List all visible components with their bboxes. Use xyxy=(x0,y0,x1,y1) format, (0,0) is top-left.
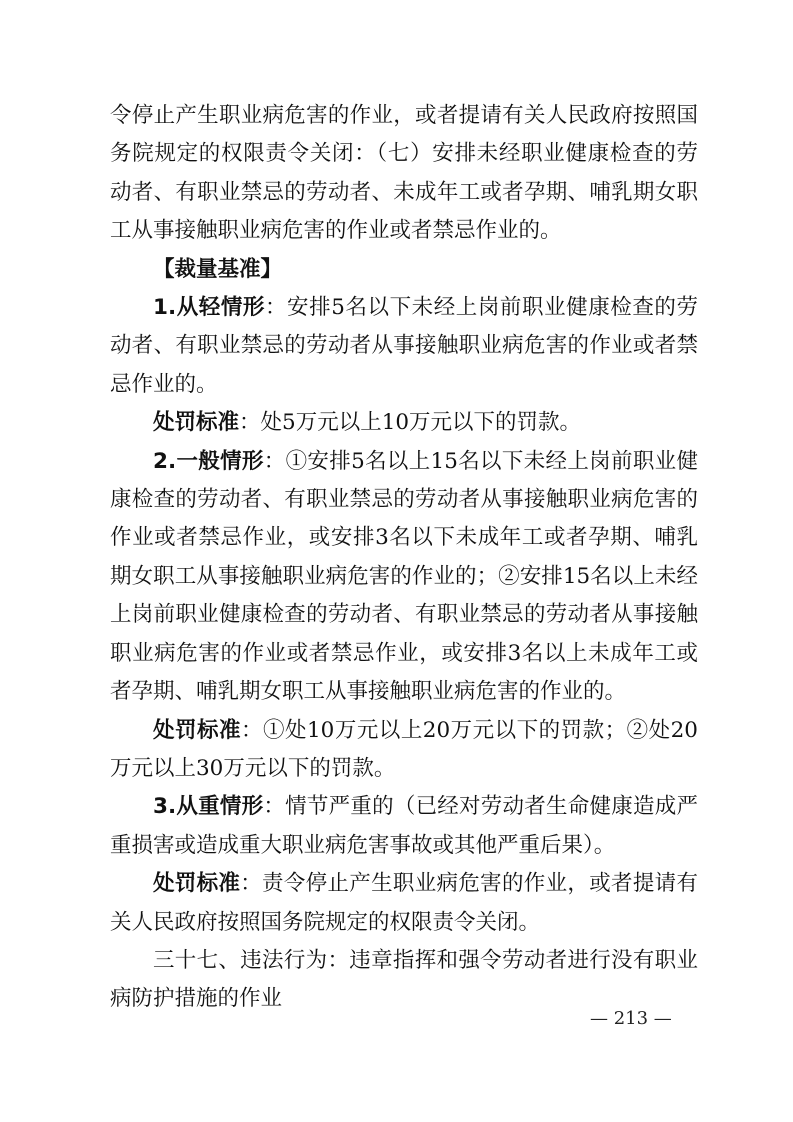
paragraph-general xyxy=(110,443,698,712)
paragraph-lenient xyxy=(110,289,698,404)
general-text: ：①安排5名以上15名以下未经上岗前职业健康检查的劳动者、有职业禁忌的劳动者从事接触职业病危害的作业或者禁忌作业，或安排3名以下未成年工或者孕期、哺乳期女职工从事接触职业病危害的作业的；②安排15名以上未经上岗前职业健康检查的劳动者、有职业禁忌的劳动者从事接触职业病危害的作业或者禁忌作业，或安排3名以上未成年工或者孕期、哺乳期女职工从事接触职业病危害的作业的。 xyxy=(110,448,698,705)
next-item-title: 三十七、违法行为：违章指挥和强令劳动者进行没有职业病防护措施的作业 xyxy=(110,947,698,1012)
paragraph-severe xyxy=(110,788,698,865)
lenient-label: 1.从轻情形 xyxy=(153,295,265,321)
severe-label: 3.从重情形 xyxy=(153,794,264,820)
general-penalty-label: 处罚标准 xyxy=(153,717,241,743)
lenient-penalty-text: ：处5万元以上10万元以下的罚款。 xyxy=(239,410,582,436)
severe-penalty-label: 处罚标准 xyxy=(153,871,241,897)
page-number: — 213 — xyxy=(590,1008,672,1029)
paragraph-general-penalty xyxy=(110,712,698,789)
document-body xyxy=(110,97,698,1019)
lenient-penalty-label: 处罚标准 xyxy=(153,410,240,436)
severe-text: ：情节严重的（已经对劳动者生命健康造成严重损害或造成重大职业病危害事故或其他严重后果）。 xyxy=(110,794,698,858)
paragraph-severe-penalty xyxy=(110,865,698,942)
section-heading: 【裁量基准】 xyxy=(153,256,283,282)
paragraph-lenient-penalty xyxy=(110,404,698,442)
severe-penalty-text: ：责令停止产生职业病危害的作业，或者提请有关人民政府按照国务院规定的权限责令关闭。 xyxy=(110,871,698,935)
paragraph-continuation: 令停止产生职业病危害的作业，或者提请有关人民政府按照国务院规定的权限责令关闭：（七）安排未经职业健康检查的劳动者、有职业禁忌的劳动者、未成年工或者孕期、哺乳期女职工从事接触职业病危害的作业或者禁忌作业的。 xyxy=(110,103,698,244)
general-penalty-text: ：①处10万元以上20万元以下的罚款；②处20万元以上30万元以下的罚款。 xyxy=(110,717,698,781)
general-label: 2.一般情形 xyxy=(153,448,264,474)
lenient-text: ：安排5名以下未经上岗前职业健康检查的劳动者、有职业禁忌的劳动者从事接触职业病危害的作业或者禁忌作业的。 xyxy=(110,295,698,397)
